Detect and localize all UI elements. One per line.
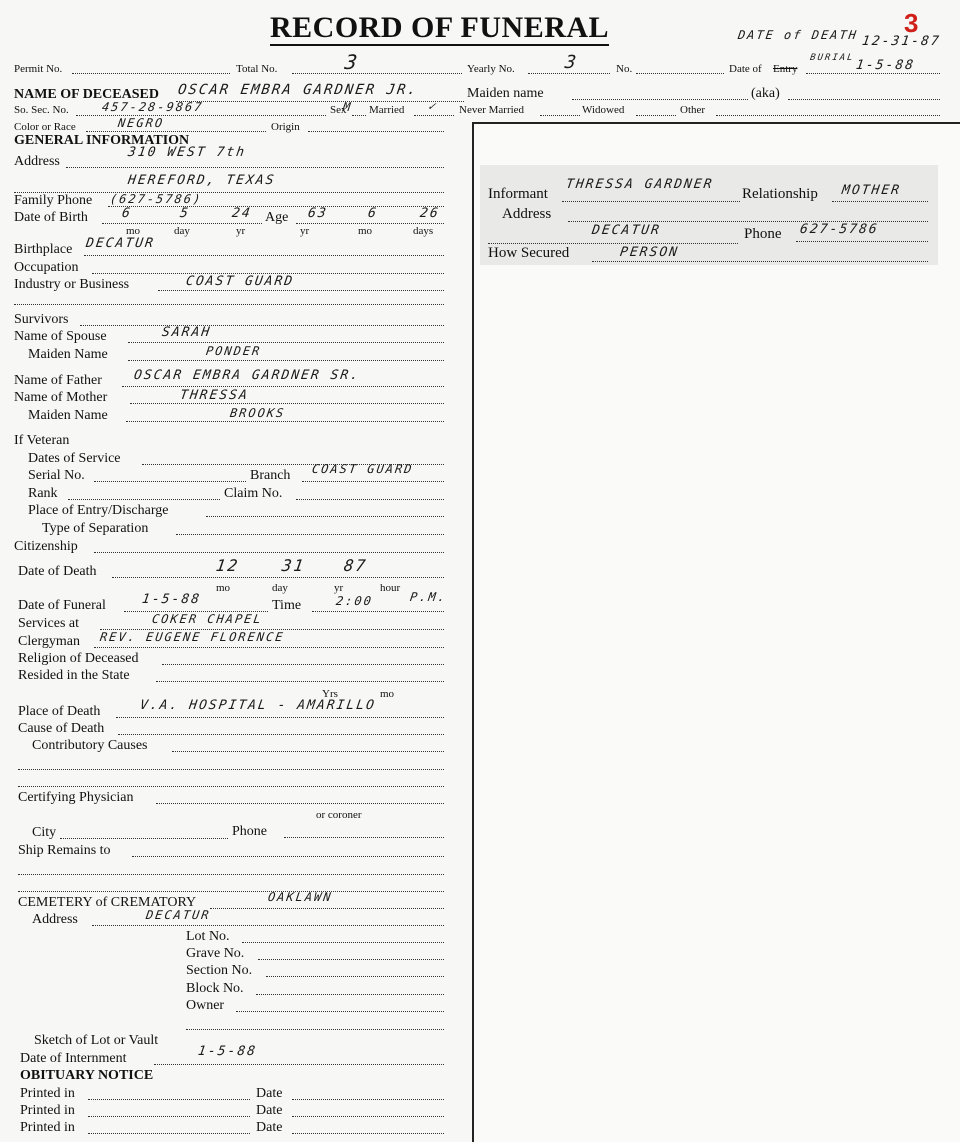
place-of-death-label: Place of Death	[18, 704, 101, 719]
age-days: 26	[418, 206, 441, 221]
time-value: 2:00	[335, 594, 374, 608]
clergyman-value: REV. EUGENE FLORENCE	[99, 630, 286, 644]
family-phone-value: (627-5786)	[109, 192, 204, 206]
relationship-label: Relationship	[742, 186, 818, 202]
city-phone-label: Phone	[232, 824, 267, 839]
married-mark: ✓	[427, 99, 439, 113]
age-mo: 6	[366, 206, 379, 221]
family-phone-label: Family Phone	[14, 193, 93, 208]
grave-label: Grave No.	[186, 946, 245, 961]
other-label: Other	[680, 104, 706, 116]
branch-value: COAST GUARD	[311, 462, 415, 476]
religion-label: Religion of Deceased	[18, 651, 139, 666]
cemetery-label: CEMETERY of CREMATORY	[18, 895, 197, 910]
spouse-label: Name of Spouse	[14, 329, 107, 344]
birthplace-value: DECATUR	[84, 236, 156, 251]
printed-date-label-2: Date	[256, 1103, 283, 1118]
father-label: Name of Father	[14, 373, 102, 388]
married-label: Married	[369, 104, 405, 116]
resided-col-mo: mo	[380, 688, 395, 700]
dob-label: Date of Birth	[14, 210, 88, 225]
death-day: 31	[280, 556, 307, 575]
age-col-mo: mo	[358, 225, 373, 237]
dob-day: 5	[178, 206, 191, 221]
corner-death-value: 12-31-87	[860, 34, 942, 49]
coroner-label: or coroner	[316, 809, 362, 821]
race-label: Color or Race	[14, 121, 76, 133]
rank-label: Rank	[28, 486, 58, 501]
entry-label: Entry	[773, 63, 798, 75]
obituary-heading: OBITUARY NOTICE	[20, 1068, 154, 1083]
corner-death-label: DATE of DEATH	[737, 28, 859, 42]
time-ampm: P.M.	[409, 590, 448, 604]
cemetery-value: OAKLAWN	[267, 890, 334, 904]
corner-burial-label: BURIAL	[809, 53, 856, 63]
race-value: NEGRO	[117, 116, 166, 130]
death-yr: 87	[342, 556, 369, 575]
sketch-label: Sketch of Lot or Vault	[34, 1033, 159, 1048]
never-married-label: Never Married	[459, 104, 525, 116]
permit-label: Permit No.	[14, 63, 63, 75]
ssn-label: So. Sec. No.	[14, 104, 69, 116]
age-yr: 63	[306, 206, 329, 221]
branch-label: Branch	[250, 468, 291, 483]
yearly-value: 3	[563, 52, 580, 73]
printed-in-label-1: Printed in	[20, 1086, 75, 1101]
funeral-date-label: Date of Funeral	[18, 598, 106, 613]
printed-in-label-3: Printed in	[20, 1120, 75, 1135]
occupation-label: Occupation	[14, 260, 79, 275]
no-label: No.	[616, 63, 633, 75]
mother-value: THRESSA	[178, 388, 250, 403]
dob-yr: 24	[230, 206, 253, 221]
age-col-days: days	[413, 225, 434, 237]
relationship-value: MOTHER	[840, 183, 903, 198]
place-of-death-value: V.A. HOSPITAL - AMARILLO	[138, 698, 377, 713]
owner-label: Owner	[186, 998, 225, 1013]
mother-label: Name of Mother	[14, 390, 108, 405]
cemetery-address-value: DECATUR	[145, 908, 212, 922]
services-value: COKER CHAPEL	[151, 612, 264, 626]
page-title: RECORD OF FUNERAL	[270, 11, 610, 44]
city-label: City	[32, 825, 57, 840]
ssn-value: 457-28-9867	[101, 100, 205, 114]
time-label: Time	[272, 598, 302, 613]
industry-value: COAST GUARD	[184, 274, 296, 289]
serial-label: Serial No.	[28, 468, 85, 483]
dob-col-yr: yr	[236, 225, 246, 237]
entry-discharge-label: Place of Entry/Discharge	[28, 503, 169, 518]
deceased-label: NAME OF DECEASED	[14, 87, 159, 102]
deceased-name: OSCAR EMBRA GARDNER JR.	[176, 82, 419, 98]
lot-label: Lot No.	[186, 929, 230, 944]
cause-label: Cause of Death	[18, 721, 105, 736]
section-label: Section No.	[186, 963, 253, 978]
informant-label: Informant	[488, 186, 548, 202]
how-secured-label: How Secured	[488, 245, 570, 261]
address-line2: HEREFORD, TEXAS	[126, 173, 277, 188]
funeral-date-value: 1-5-88	[140, 592, 203, 607]
widowed-label: Widowed	[582, 104, 625, 116]
contributory-label: Contributory Causes	[32, 738, 148, 753]
services-label: Services at	[18, 616, 80, 631]
spouse-maiden-value: PONDER	[205, 344, 263, 358]
age-col-yr: yr	[300, 225, 310, 237]
death-mo: 12	[214, 556, 241, 575]
informant-name: THRESSA GARDNER	[564, 177, 715, 192]
address-label: Address	[14, 154, 60, 169]
clergyman-label: Clergyman	[18, 634, 80, 649]
internment-value: 1-5-88	[196, 1044, 259, 1059]
spouse-maiden-label: Maiden Name	[28, 347, 108, 362]
informant-box	[480, 165, 938, 265]
total-value: 3	[343, 50, 361, 74]
claim-label: Claim No.	[224, 486, 283, 501]
address-line1: 310 WEST 7th	[126, 145, 247, 160]
death-col-yr: yr	[334, 582, 344, 594]
internment-label: Date of Internment	[20, 1051, 127, 1066]
dob-col-day: day	[174, 225, 190, 237]
death-col-mo: mo	[216, 582, 231, 594]
how-secured-value: PERSON	[618, 245, 681, 260]
yearly-label: Yearly No.	[467, 63, 515, 75]
dob-col-mo: mo	[126, 225, 141, 237]
maiden-name-label: Maiden name	[467, 86, 544, 101]
printed-date-label-3: Date	[256, 1120, 283, 1135]
right-panel	[472, 122, 960, 1142]
ship-remains-label: Ship Remains to	[18, 843, 111, 858]
cemetery-address-label: Address	[32, 912, 78, 927]
veteran-label: If Veteran	[14, 433, 70, 448]
birthplace-label: Birthplace	[14, 242, 73, 257]
block-label: Block No.	[186, 981, 244, 996]
father-value: OSCAR EMBRA GARDNER SR.	[132, 368, 362, 383]
resided-label: Resided in the State	[18, 668, 130, 683]
mother-maiden-label: Maiden Name	[28, 408, 108, 423]
informant-phone-label: Phone	[744, 226, 782, 242]
separation-label: Type of Separation	[42, 521, 149, 536]
dates-of-service-label: Dates of Service	[28, 451, 121, 466]
death-col-day: day	[272, 582, 288, 594]
sex-label: Sex	[330, 104, 347, 116]
resided-col-yrs: Yrs	[322, 688, 338, 700]
aka-label: (aka)	[751, 86, 780, 101]
spouse-value: SARAH	[160, 325, 213, 340]
corner-burial-value: 1-5-88	[854, 58, 917, 73]
citizenship-label: Citizenship	[14, 539, 78, 554]
informant-address-label: Address	[502, 206, 552, 222]
death-col-hour: hour	[380, 582, 401, 594]
dob-mo: 6	[120, 206, 133, 221]
date-of-label: Date of	[729, 63, 762, 75]
record-number: 3	[904, 8, 919, 38]
informant-address: DECATUR	[590, 223, 662, 238]
total-label: Total No.	[236, 63, 278, 75]
date-of-death-label: Date of Death	[18, 564, 97, 579]
informant-phone: 627-5786	[798, 222, 880, 237]
physician-label: Certifying Physician	[18, 790, 134, 805]
printed-in-label-2: Printed in	[20, 1103, 75, 1118]
origin-label: Origin	[271, 121, 300, 133]
printed-date-label-1: Date	[256, 1086, 283, 1101]
general-heading: GENERAL INFORMATION	[14, 133, 190, 148]
mother-maiden-value: BROOKS	[229, 406, 287, 420]
sex-value: M	[342, 100, 354, 114]
survivors-label: Survivors	[14, 312, 69, 327]
industry-label: Industry or Business	[14, 277, 130, 292]
age-label: Age	[265, 210, 289, 225]
